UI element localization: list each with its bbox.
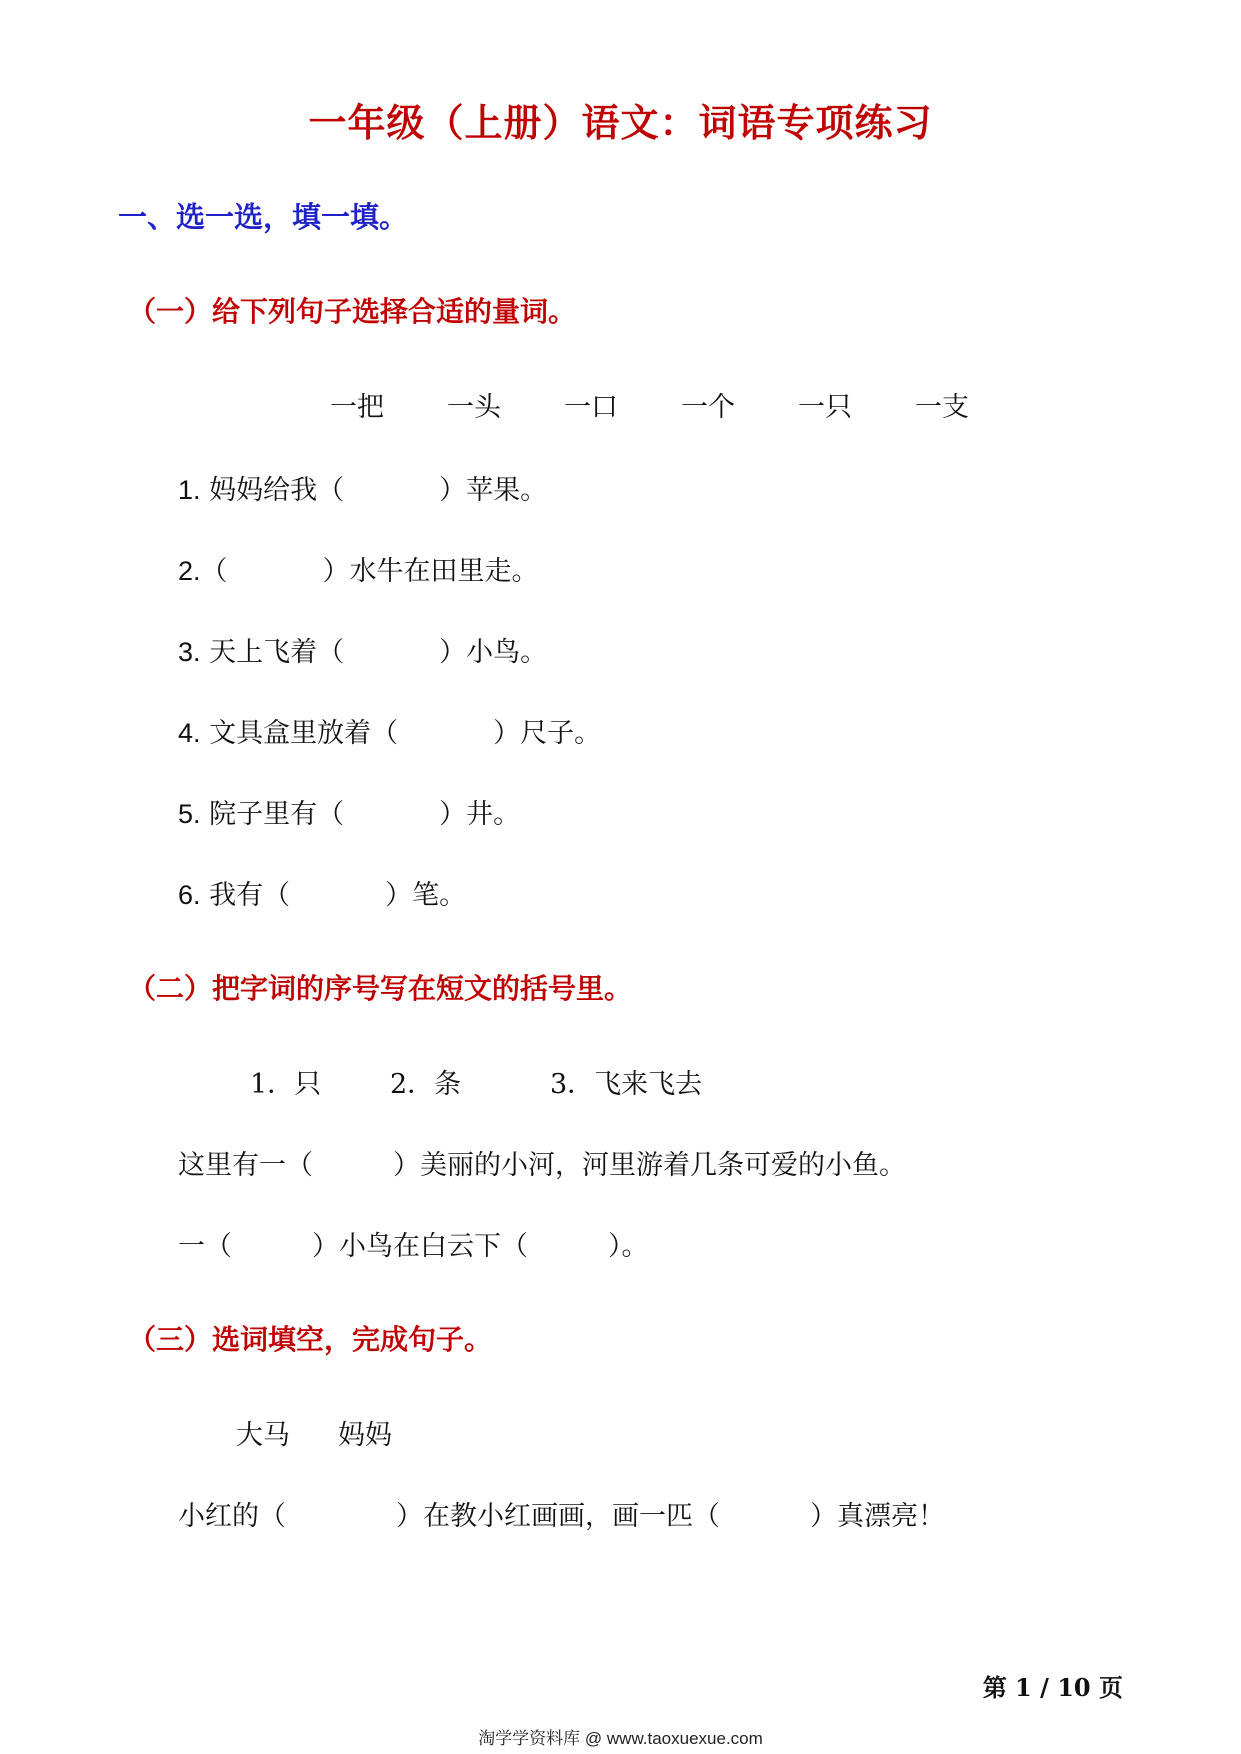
exercise-item-4	[178, 711, 601, 750]
part2-sentence-2	[178, 1224, 649, 1263]
word-option: 一个	[681, 392, 735, 423]
item-number: 3.	[178, 637, 201, 667]
item-text-before: 妈妈给我（	[209, 475, 345, 506]
page-number: 第 1 / 10 页	[982, 1673, 1123, 1702]
sentence-text: 小红的（	[178, 1501, 286, 1532]
sentence-text: ）小鸟在白云下（	[312, 1231, 528, 1262]
section-heading-1: 一、选一选，填一填。	[118, 200, 409, 234]
item-text-after: ）苹果。	[439, 475, 548, 506]
item-number: 5.	[178, 799, 201, 829]
part2-word-bank	[250, 1062, 702, 1101]
part3-word-bank	[236, 1413, 392, 1452]
item-text-after: ）笔。	[385, 880, 467, 911]
part1-heading: （一）给下列句子选择合适的量词。	[128, 295, 577, 328]
item-number: 2.	[178, 556, 201, 586]
word-option: 一支	[915, 392, 969, 423]
word-option: 大马	[236, 1420, 290, 1451]
word-option: 一把	[330, 392, 384, 423]
sentence-text: ）美丽的小河，河里游着几条可爱的小鱼。	[393, 1150, 906, 1181]
exercise-item-1	[178, 468, 547, 507]
part3-heading: （三）选词填空，完成句子。	[128, 1323, 493, 1356]
sentence-text: 这里有一（	[178, 1150, 313, 1181]
part3-sentence	[178, 1494, 945, 1533]
site-watermark: 淘学学资料库 @ www.taoxuexue.com	[478, 1729, 763, 1748]
exercise-item-2	[178, 549, 539, 588]
sentence-text: ）真漂亮！	[810, 1501, 945, 1532]
exercise-item-5	[178, 792, 520, 831]
item-number: 1.	[178, 475, 201, 505]
item-text-after: ）井。	[439, 799, 521, 830]
sentence-text: ）。	[608, 1231, 649, 1262]
item-text-before: 我有（	[209, 880, 291, 911]
word-option: 2．条	[390, 1069, 462, 1100]
part2-sentence-1	[178, 1143, 906, 1182]
item-number: 4.	[178, 718, 201, 748]
exercise-item-6	[178, 873, 466, 912]
item-text-after: ）尺子。	[493, 718, 602, 749]
word-option: 一头	[447, 392, 501, 423]
item-text-before: 天上飞着（	[209, 637, 345, 668]
part2-heading: （二）把字词的序号写在短文的括号里。	[128, 972, 633, 1005]
item-text-before: （	[200, 556, 228, 587]
item-text-after: ）小鸟。	[439, 637, 548, 668]
sentence-text: ）在教小红画画，画一匹（	[396, 1501, 720, 1532]
word-option: 1．只	[250, 1069, 322, 1100]
page-title: 一年级（上册）语文：词语专项练习	[308, 100, 933, 145]
item-number: 6.	[178, 880, 201, 910]
word-option: 妈妈	[338, 1420, 392, 1451]
exercise-item-3	[178, 630, 547, 669]
measure-word-bank	[330, 385, 1032, 424]
word-option: 一只	[798, 392, 852, 423]
item-text-after: ）水牛在田里走。	[322, 556, 539, 587]
item-text-before: 院子里有（	[209, 799, 345, 830]
sentence-text: 一（	[178, 1231, 232, 1262]
item-text-before: 文具盒里放着（	[209, 718, 399, 749]
word-option: 一口	[564, 392, 618, 423]
word-option: 3．飞来飞去	[550, 1069, 703, 1100]
